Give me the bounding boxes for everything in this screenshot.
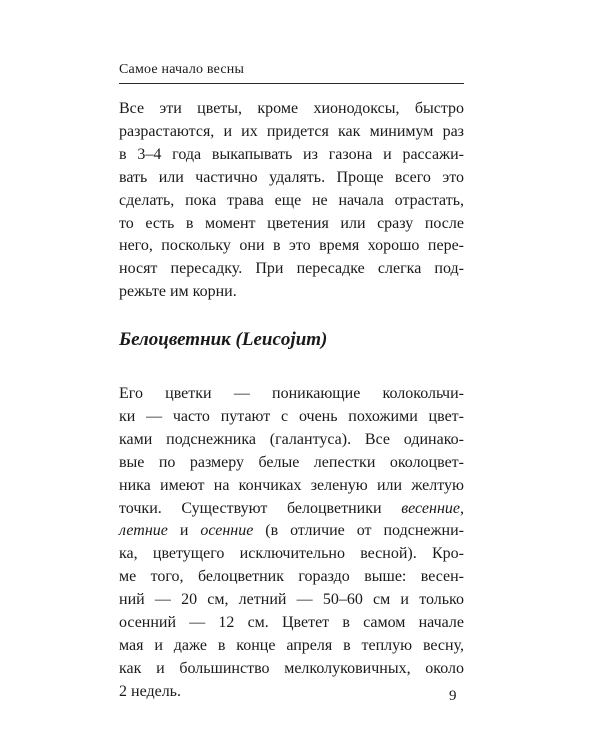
text-line: него, поскольку они в это время хорошо пере-	[119, 237, 464, 255]
paragraph-intro	[119, 98, 464, 304]
text-line-mixed	[119, 498, 464, 521]
text-run: и	[167, 522, 201, 540]
paragraph-leucojum	[119, 383, 464, 704]
text-line: мая и даже в конце апреля в теплую весну,	[119, 636, 464, 654]
text-line: ника имеют на кончиках зеленую или желтую	[119, 476, 464, 494]
text-line: как и большинство мелколуковичных, около	[119, 659, 464, 677]
text-line: вать или частично удалять. Проще всего это	[119, 168, 464, 186]
text-run: точки. Существуют белоцветники	[119, 499, 402, 517]
italic-term-autumn: осенние	[200, 522, 254, 540]
text-line: ками подснежника (галантуса). Все одинако-	[119, 430, 464, 448]
text-line: ме того, белоцветник гораздо выше: весен-	[119, 568, 464, 586]
text-line: ка, цветущего исключительно весной). Кро-	[119, 545, 464, 563]
text-line: Все эти цветы, кроме хионодоксы, быстро	[119, 100, 464, 117]
text-line: вые по размеру белые лепестки околоцвет-	[119, 453, 464, 471]
header-rule	[119, 83, 464, 84]
text-line: режьте им корни.	[119, 283, 237, 301]
italic-term-spring: весенние	[401, 499, 460, 517]
text-line: Его цветки — поникающие колокольчи-	[119, 385, 464, 402]
text-line-mixed	[119, 520, 464, 543]
running-head-title: Самое начало весны	[119, 62, 245, 77]
text-line: разрастаются, и их придется как минимум раз	[119, 122, 464, 140]
page-number: 9	[449, 688, 457, 704]
text-run: ,	[460, 499, 464, 517]
section-heading: Белоцветник (Leucojum)	[119, 329, 328, 350]
text-line: сделать, пока трава еще не начала отрастать,	[119, 191, 464, 209]
italic-term-summer: летние	[119, 522, 168, 540]
text-line: носят пересадку. При пересадке слегка под-	[119, 260, 464, 278]
text-line: осенний — 12 см. Цветет в самом начале	[119, 614, 464, 632]
text-run: (в отличие от подснежни-	[253, 522, 465, 540]
text-line: 2 недель.	[119, 682, 181, 700]
text-line: ки — часто путают с очень похожими цвет-	[119, 407, 464, 425]
text-line: в 3–4 года выкапывать из газона и рассажи-	[119, 145, 464, 163]
text-line: ний — 20 см, летний — 50–60 см и только	[119, 591, 464, 609]
text-line: то есть в момент цветения или сразу после	[119, 214, 464, 232]
